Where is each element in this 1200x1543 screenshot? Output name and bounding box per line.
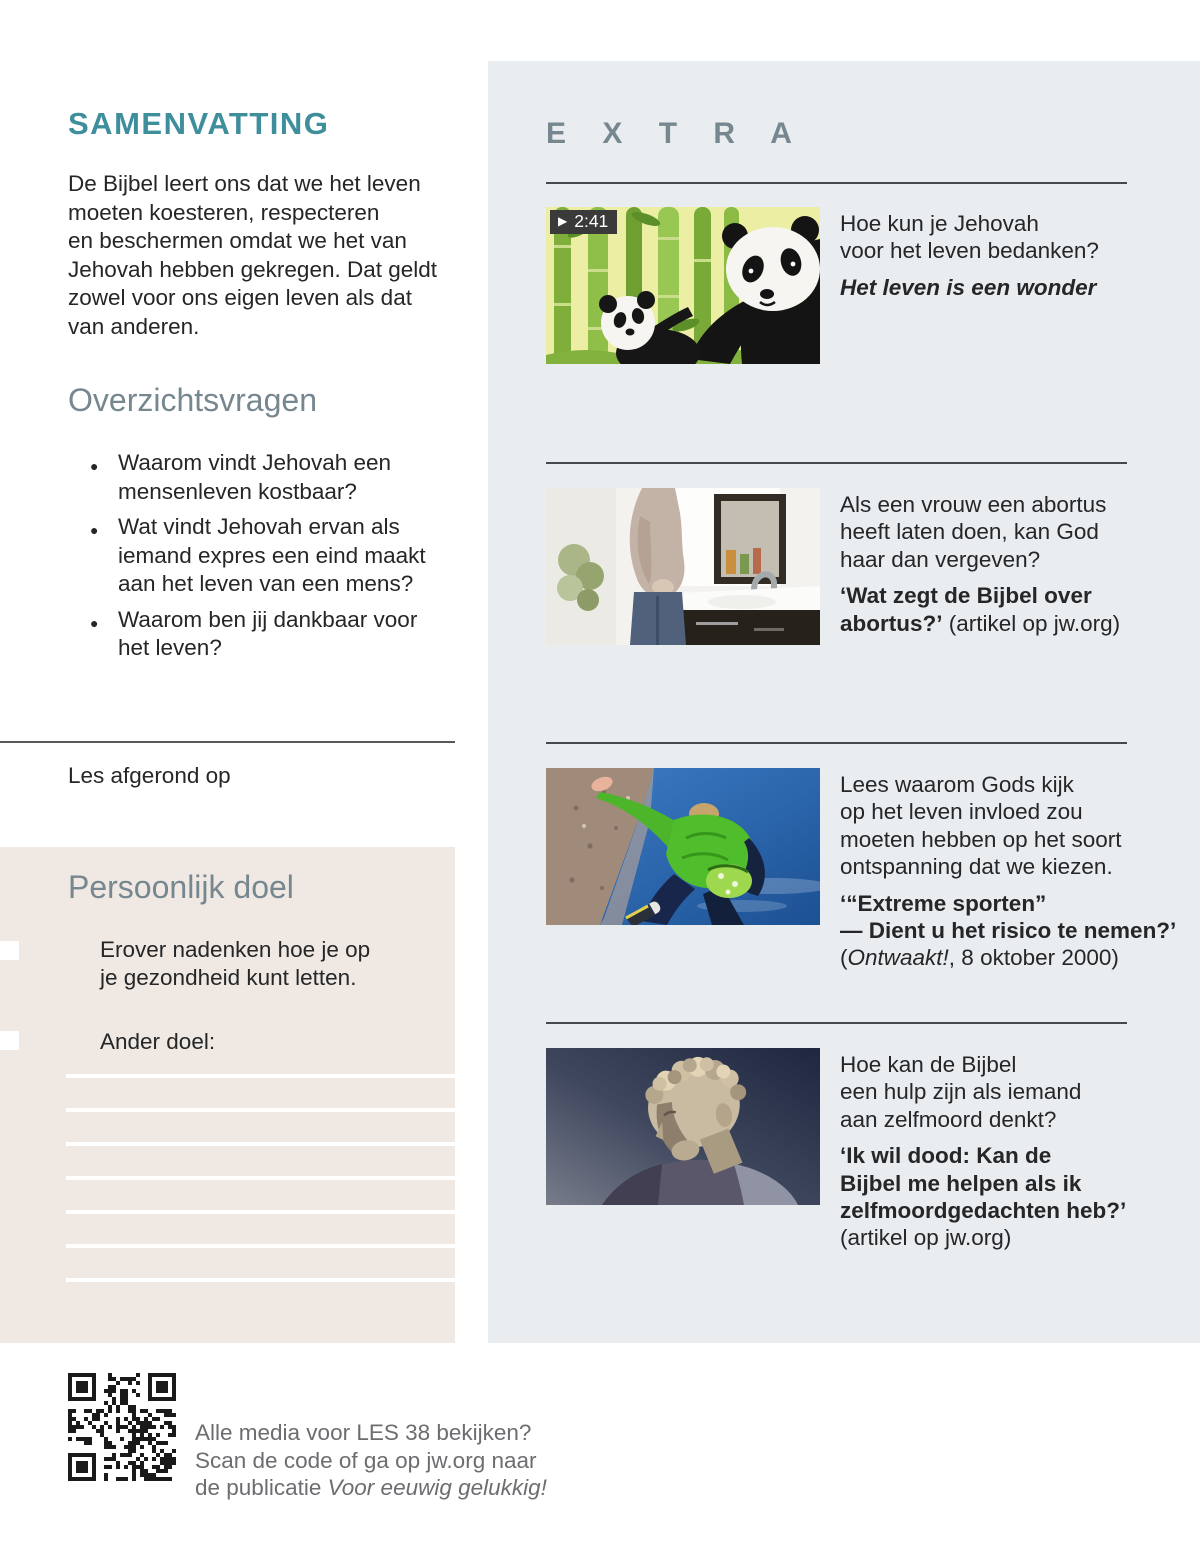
writing-line[interactable] (66, 1108, 455, 1112)
question-line: ontspanning dat we kiezen. (840, 854, 1113, 880)
suicide-article-thumbnail[interactable] (546, 1048, 820, 1205)
question-item (68, 606, 468, 663)
bowed-man-illustration (546, 1048, 820, 1205)
personal-goal-title: Persoonlijk doel (68, 869, 294, 905)
goal-line: Erover nadenken hoe je op (100, 937, 371, 962)
summary-paragraph (68, 170, 437, 341)
question-line: Waarom vindt Jehovah een (118, 450, 392, 475)
question-line: Waarom ben jij dankbaar voor (118, 606, 418, 632)
goal-item-text (100, 1028, 215, 1056)
summary-line: en beschermen omdat we het van (68, 228, 407, 253)
section-divider (0, 741, 455, 743)
extreme-sports-thumbnail[interactable] (546, 768, 820, 925)
media-reference[interactable] (840, 274, 1170, 301)
reference-title[interactable]: zelfmoordgedachten heb?’ (840, 1198, 1127, 1224)
extra-item-text (840, 1051, 1170, 1252)
abortion-article-thumbnail[interactable] (546, 488, 820, 645)
reference-title[interactable]: ‘“Extreme sporten” (840, 890, 1047, 916)
woman (630, 488, 686, 645)
writing-line[interactable] (66, 1244, 455, 1248)
writing-line[interactable] (66, 1210, 455, 1214)
question-line: een hulp zijn als iemand (840, 1079, 1082, 1105)
question-line: moeten hebben op het soort (840, 826, 1122, 852)
publication-name: Voor eeuwig gelukkig! (327, 1475, 547, 1500)
reference-title[interactable]: ‘Ik wil dood: Kan de (840, 1143, 1052, 1169)
play-icon: ▶ (558, 214, 568, 228)
summary-title: SAMENVATTING (68, 106, 330, 141)
footer-media-note (195, 1419, 547, 1502)
writing-line[interactable] (66, 1142, 455, 1146)
extra-title: E X T R A (546, 117, 806, 150)
goal-checkbox[interactable] (0, 1031, 19, 1050)
question-line: Hoe kun je Jehovah (840, 211, 1039, 236)
summary-line: van anderen. (68, 313, 200, 339)
question-line: Als een vrouw een abortus (840, 492, 1107, 517)
reference-source: (artikel op jw.org) (942, 610, 1121, 636)
summary-line: zowel voor ons eigen leven als dat (68, 285, 412, 310)
media-reference[interactable] (840, 582, 1170, 637)
summary-line: moeten koesteren, respecteren (68, 199, 380, 225)
writing-line[interactable] (66, 1176, 455, 1180)
bullet-icon: ● (90, 458, 99, 474)
reference-title[interactable]: Het leven is een wonder (840, 274, 1097, 300)
footer-line: Scan de code of ga op jw.org naar (195, 1447, 537, 1473)
summary-line: Jehovah hebben gekregen. Dat geldt (68, 256, 438, 282)
video-duration: 2:41 (574, 211, 609, 231)
media-reference[interactable] (840, 1142, 1170, 1252)
item-divider (546, 1022, 1127, 1024)
question-line: iemand expres een eind maakt (118, 542, 426, 568)
media-reference[interactable]: ‘“Extreme sporten” — Dient u het risico te nemen?’ (Ontwaakt!, 8 oktober 2000) (840, 890, 1177, 971)
extra-item-text (840, 210, 1170, 301)
footer-line: Alle media voor LES 38 bekijken? (195, 1420, 532, 1445)
review-questions-title: Overzichtsvragen (68, 382, 317, 418)
mirror (714, 494, 786, 584)
reference-source: (artikel op jw.org) (840, 1225, 1012, 1251)
question-item (68, 449, 468, 506)
reference-title[interactable]: — Dient u het risico te nemen?’ (840, 918, 1177, 944)
question-item (68, 513, 468, 599)
question-line: aan het leven van een mens? (118, 571, 414, 596)
qr-code (68, 1373, 176, 1481)
bullet-icon: ● (90, 614, 99, 631)
footer-line: de publicatie (195, 1475, 328, 1500)
rock-climber-photo (546, 768, 820, 925)
reference-source: , 8 oktober 2000) (948, 945, 1119, 971)
question-line: voor het leven bedanken? (840, 238, 1099, 264)
personal-goal-panel (0, 847, 455, 1343)
question-line: Lees waarom Gods kijk (840, 772, 1074, 797)
writing-line[interactable] (66, 1278, 455, 1282)
item-divider (546, 182, 1127, 184)
goal-line: je gezondheid kunt letten. (100, 965, 357, 990)
pregnant-woman-photo (546, 488, 820, 645)
summary-line: De Bijbel leert ons dat we het leven (68, 171, 421, 196)
question-line: Wat vindt Jehovah ervan als (118, 514, 400, 539)
extra-panel (488, 61, 1200, 1343)
goal-checkbox[interactable] (0, 941, 19, 960)
bullet-icon: ● (90, 522, 99, 538)
writing-line[interactable] (66, 1074, 455, 1078)
question-line: haar dan vergeven? (840, 546, 1041, 572)
goal-item-text (100, 936, 370, 992)
extra-item-text (840, 491, 1170, 637)
lesson-completed-label[interactable]: Les afgerond op (68, 763, 231, 788)
reference-title[interactable]: abortus?’ (840, 610, 943, 636)
question-line: het leven? (118, 635, 222, 660)
video-duration-badge (550, 210, 617, 234)
extra-item-text (840, 771, 1177, 972)
question-line: aan zelfmoord denkt? (840, 1106, 1057, 1132)
question-line: op het leven invloed zou (840, 799, 1083, 825)
question-line: Hoe kan de Bijbel (840, 1052, 1017, 1077)
question-line: heeft laten doen, kan God (840, 519, 1099, 545)
panda-video-thumbnail[interactable] (546, 207, 820, 364)
goal-line: Ander doel: (100, 1029, 216, 1054)
review-questions-list (68, 449, 468, 670)
question-line: mensenleven kostbaar? (118, 478, 357, 504)
reference-title[interactable]: ‘Wat zegt de Bijbel over (840, 583, 1092, 609)
publication-name: Ontwaakt! (847, 945, 949, 971)
item-divider (546, 742, 1127, 744)
item-divider (546, 462, 1127, 464)
reference-title[interactable]: Bijbel me helpen als ik (840, 1170, 1082, 1196)
